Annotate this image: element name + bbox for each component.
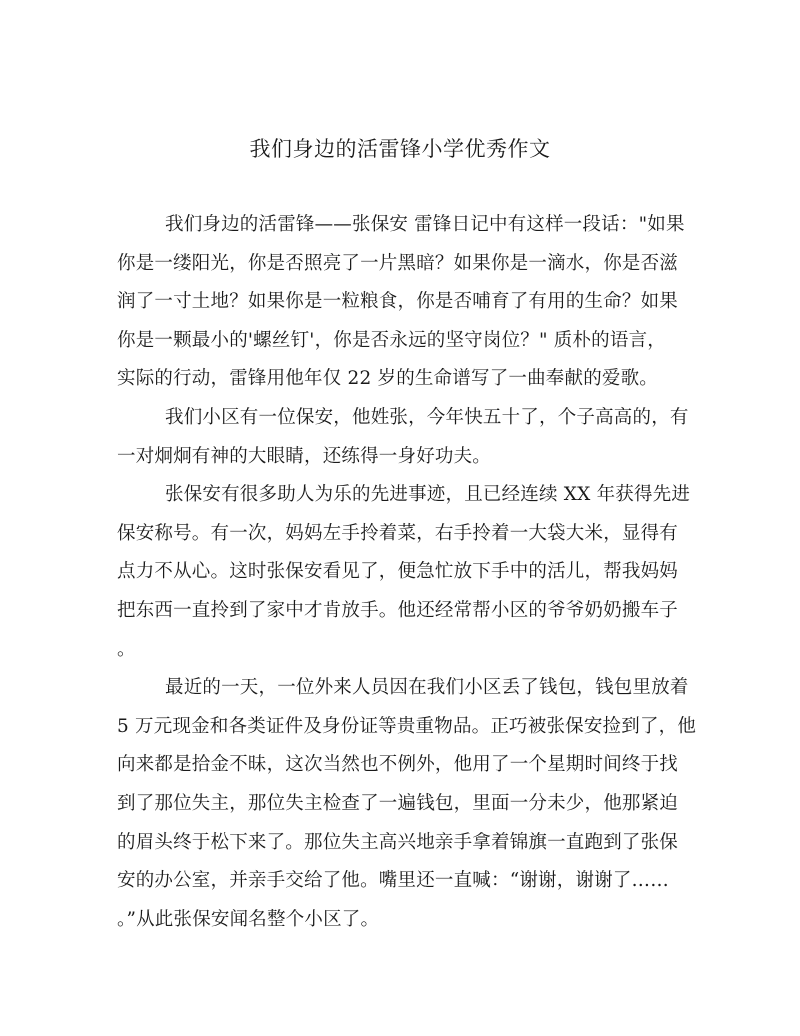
body-line: 我们小区有一位保安，他姓张，今年快五十了，个子高高的，有 xyxy=(165,406,689,428)
document-body xyxy=(117,206,697,939)
body-line: 实际的行动，雷锋用他年仅 22 岁的生命谱写了一曲奉献的爱歌。 xyxy=(117,368,659,390)
body-line: 你是一颗最小的'螺丝钉'，你是否永远的坚守岗位？" 质朴的语言， xyxy=(117,329,666,351)
body-line: 我们身边的活雷锋——张保安 雷锋日记中有这样一段话："如果 xyxy=(165,214,685,235)
body-line: 。”从此张保安闻名整个小区了。 xyxy=(117,908,380,930)
body-line: 润了一寸土地？如果你是一粒粮食，你是否哺育了有用的生命？如果 xyxy=(117,291,679,313)
body-line: 到了那位失主，那位失主检查了一遍钱包，里面一分未少，他那紧迫 xyxy=(117,792,679,814)
body-line: 保安称号。有一次，妈妈左手拎着菜，右手拎着一大袋大米，显得有 xyxy=(117,522,679,544)
body-line: 。 xyxy=(117,638,136,660)
body-line: 向来都是拾金不昧，这次当然也不例外，他用了一个星期时间终于找 xyxy=(117,754,679,776)
body-line: 把东西一直拎到了家中才肯放手。他还经常帮小区的爷爷奶奶搬车子 xyxy=(117,599,679,621)
body-line: 张保安有很多助人为乐的先进事迹，且已经连续 XX 年获得先进 xyxy=(165,484,691,506)
body-line: 最近的一天，一位外来人员因在我们小区丢了钱包，钱包里放着 xyxy=(165,677,689,699)
document-title: 我们身边的活雷锋小学优秀作文 xyxy=(249,137,551,161)
body-line: 安的办公室，并亲手交给了他。嘴里还一直喊：“谢谢，谢谢了…… xyxy=(117,870,669,892)
body-line: 点力不从心。这时张保安看见了，便急忙放下手中的活儿，帮我妈妈 xyxy=(117,561,679,583)
body-line: 你是一缕阳光，你是否照亮了一片黑暗？如果你是一滴水，你是否滋 xyxy=(117,252,679,274)
body-line: 一对炯炯有神的大眼睛，还练得一身好功夫。 xyxy=(117,445,492,467)
body-line: 5 万元现金和各类证件及身份证等贵重物品。正巧被张保安捡到了，他 xyxy=(117,715,697,737)
body-line: 的眉头终于松下来了。那位失主高兴地亲手拿着锦旗一直跑到了张保 xyxy=(117,831,679,853)
